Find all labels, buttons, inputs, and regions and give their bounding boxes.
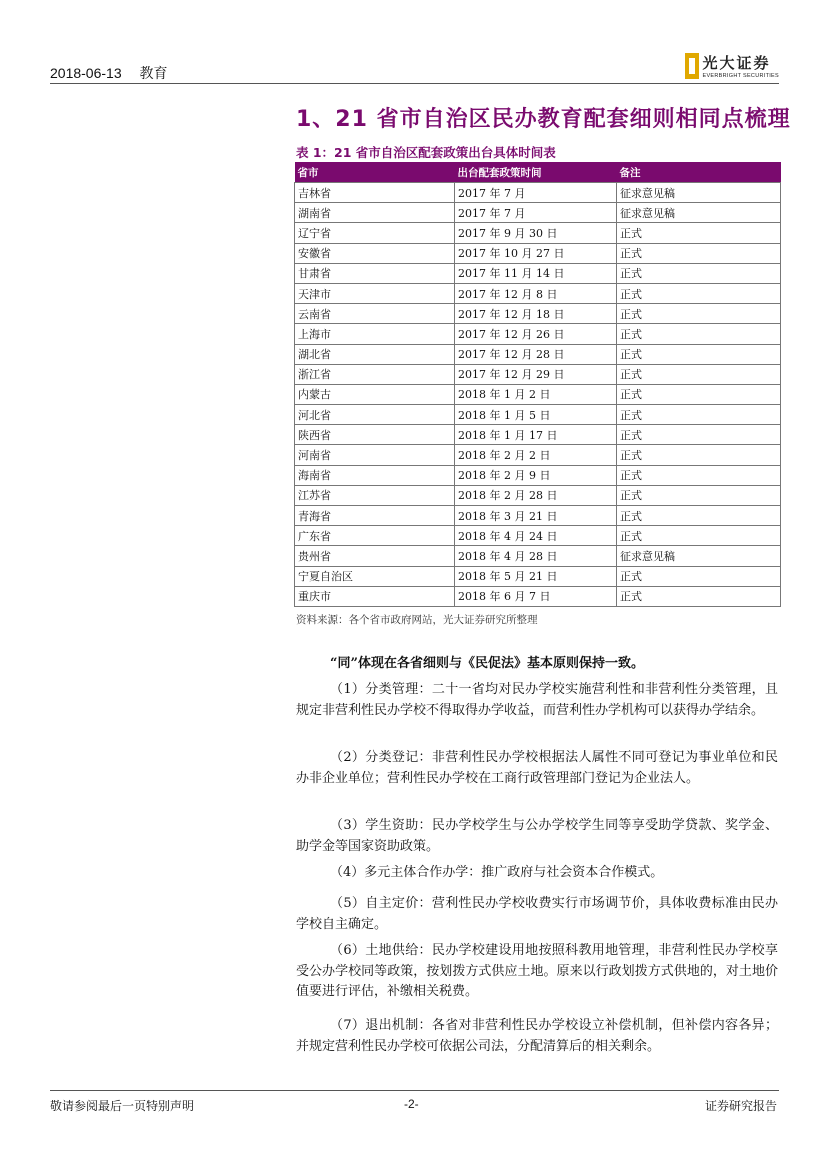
logo-name-cn: 光大证券 xyxy=(702,54,771,72)
logo-icon xyxy=(685,53,699,79)
table-source: 资料来源：各个省市政府网站，光大证券研究所整理 xyxy=(296,614,538,626)
table-row xyxy=(295,546,781,566)
table-row xyxy=(295,324,781,344)
report-header-info xyxy=(50,63,182,83)
table-title: 表 1：21 省市自治区配套政策出台具体时间表 xyxy=(296,145,556,160)
table-row xyxy=(295,445,781,465)
cell-province: 江苏省 xyxy=(295,485,455,505)
cell-province: 青海省 xyxy=(295,506,455,526)
cell-date: 2017 年 7 月 xyxy=(455,183,617,203)
footer-report-type: 证券研究报告 xyxy=(704,1099,777,1113)
cell-note: 正式 xyxy=(617,304,781,324)
cell-date: 2018 年 5 月 21 日 xyxy=(455,566,617,586)
table-row xyxy=(295,223,781,243)
cell-date: 2017 年 12 月 8 日 xyxy=(455,283,617,303)
table-row xyxy=(295,425,781,445)
table-row xyxy=(295,405,781,425)
cell-province: 贵州省 xyxy=(295,546,455,566)
table-row xyxy=(295,344,781,364)
cell-date: 2018 年 2 月 28 日 xyxy=(455,485,617,505)
paragraph-classification: （1）分类管理：二十一省均对民办学校实施营利性和非营利性分类管理，且规定非营利性民办学校不得取得办学收益，而营利性办学机构可以获得办学结余。 xyxy=(296,682,778,718)
cell-note: 征求意见稿 xyxy=(617,203,781,223)
column-header-province: 省市 xyxy=(295,162,455,183)
cell-note: 征求意见稿 xyxy=(617,183,781,203)
cell-date: 2018 年 6 月 7 日 xyxy=(455,586,617,606)
table-row xyxy=(295,283,781,303)
table-row xyxy=(295,384,781,404)
logo-name-en: EVERBRIGHT SECURITIES xyxy=(702,73,779,79)
cell-province: 重庆市 xyxy=(295,586,455,606)
table-row xyxy=(295,465,781,485)
section-title: 1、21 省市自治区民办教育配套细则相同点梳理 xyxy=(296,107,791,132)
table-row xyxy=(295,263,781,283)
cell-note: 正式 xyxy=(617,223,781,243)
cell-province: 安徽省 xyxy=(295,243,455,263)
cell-note: 正式 xyxy=(617,324,781,344)
cell-note: 正式 xyxy=(617,405,781,425)
footer-disclaimer: 敬请参阅最后一页特别声明 xyxy=(50,1099,195,1113)
cell-province: 云南省 xyxy=(295,304,455,324)
column-header-note: 备注 xyxy=(617,162,781,183)
column-header-date: 出台配套政策时间 xyxy=(455,162,617,183)
cell-note: 正式 xyxy=(617,506,781,526)
cell-province: 海南省 xyxy=(295,465,455,485)
cell-note: 正式 xyxy=(617,465,781,485)
paragraph-land-supply: （6）土地供给：民办学校建设用地按照科教用地管理，非营利性民办学校享受公办学校同等政策，按划拨方式供应土地。原来以行政划拨方式供地的，对土地价值要进行评估，补缴相关税费。 xyxy=(296,943,778,999)
cell-province: 天津市 xyxy=(295,283,455,303)
header-divider xyxy=(50,83,779,84)
cell-date: 2017 年 12 月 29 日 xyxy=(455,364,617,384)
paragraph-exit-mechanism: （7）退出机制：各省对非营利性民办学校设立补偿机制，但补偿内容各异；并规定营利性民办学校可依据公司法，分配清算后的相关剩余。 xyxy=(296,1018,778,1054)
cell-date: 2018 年 4 月 28 日 xyxy=(455,546,617,566)
cell-province: 陕西省 xyxy=(295,425,455,445)
cell-note: 正式 xyxy=(617,384,781,404)
cell-date: 2017 年 10 月 27 日 xyxy=(455,243,617,263)
cell-province: 宁夏自治区 xyxy=(295,566,455,586)
report-date: 2018-06-13 xyxy=(50,65,122,81)
table-row xyxy=(295,243,781,263)
cell-note: 正式 xyxy=(617,586,781,606)
cell-date: 2018 年 1 月 2 日 xyxy=(455,384,617,404)
cell-province: 浙江省 xyxy=(295,364,455,384)
cell-province: 吉林省 xyxy=(295,183,455,203)
cell-date: 2018 年 1 月 17 日 xyxy=(455,425,617,445)
table-row xyxy=(295,485,781,505)
paragraph-pricing: （5）自主定价：营利性民办学校收费实行市场调节价，具体收费标准由民办学校自主确定。 xyxy=(296,896,778,932)
policy-timeline-table xyxy=(294,162,781,607)
cell-province: 湖北省 xyxy=(295,344,455,364)
cell-province: 上海市 xyxy=(295,324,455,344)
cell-note: 正式 xyxy=(617,566,781,586)
cell-date: 2017 年 9 月 30 日 xyxy=(455,223,617,243)
cell-note: 正式 xyxy=(617,283,781,303)
cell-date: 2018 年 2 月 9 日 xyxy=(455,465,617,485)
table-row xyxy=(295,586,781,606)
cell-note: 征求意见稿 xyxy=(617,546,781,566)
cell-note: 正式 xyxy=(617,445,781,465)
cell-note: 正式 xyxy=(617,364,781,384)
cell-note: 正式 xyxy=(617,263,781,283)
page-number: -2- xyxy=(404,1097,419,1111)
footer-divider xyxy=(50,1090,779,1091)
table-row xyxy=(295,183,781,203)
cell-province: 广东省 xyxy=(295,526,455,546)
table-row xyxy=(295,506,781,526)
table-header-row xyxy=(295,162,781,183)
cell-note: 正式 xyxy=(617,425,781,445)
cell-date: 2017 年 12 月 18 日 xyxy=(455,304,617,324)
table-row xyxy=(295,304,781,324)
cell-note: 正式 xyxy=(617,526,781,546)
cell-province: 湖南省 xyxy=(295,203,455,223)
cell-date: 2018 年 4 月 24 日 xyxy=(455,526,617,546)
paragraph-registration: （2）分类登记：非营利性民办学校根据法人属性不同可登记为事业单位和民办非企业单位；营利性民办学校在工商行政管理部门登记为企业法人。 xyxy=(296,750,778,786)
cell-province: 辽宁省 xyxy=(295,223,455,243)
cell-note: 正式 xyxy=(617,243,781,263)
cell-note: 正式 xyxy=(617,344,781,364)
table-row xyxy=(295,364,781,384)
cell-province: 河南省 xyxy=(295,445,455,465)
table-row xyxy=(295,203,781,223)
report-category: 教育 xyxy=(139,65,168,81)
table-row xyxy=(295,566,781,586)
paragraph-student-aid: （3）学生资助：民办学校学生与公办学校学生同等享受助学贷款、奖学金、助学金等国家资助政策。 xyxy=(296,818,778,854)
cell-province: 甘肃省 xyxy=(295,263,455,283)
cell-province: 内蒙古 xyxy=(295,384,455,404)
table-row xyxy=(295,526,781,546)
cell-date: 2018 年 1 月 5 日 xyxy=(455,405,617,425)
paragraph-cooperation: （4）多元主体合作办学：推广政府与社会资本合作模式。 xyxy=(330,865,664,880)
cell-province: 河北省 xyxy=(295,405,455,425)
cell-date: 2018 年 3 月 21 日 xyxy=(455,506,617,526)
lead-sentence: “同”体现在各省细则与《民促法》基本原则保持一致。 xyxy=(330,656,644,671)
cell-date: 2017 年 7 月 xyxy=(455,203,617,223)
cell-date: 2017 年 11 月 14 日 xyxy=(455,263,617,283)
cell-date: 2017 年 12 月 26 日 xyxy=(455,324,617,344)
cell-note: 正式 xyxy=(617,485,781,505)
company-logo xyxy=(685,52,780,79)
cell-date: 2017 年 12 月 28 日 xyxy=(455,344,617,364)
table-body xyxy=(295,183,781,607)
cell-date: 2018 年 2 月 2 日 xyxy=(455,445,617,465)
